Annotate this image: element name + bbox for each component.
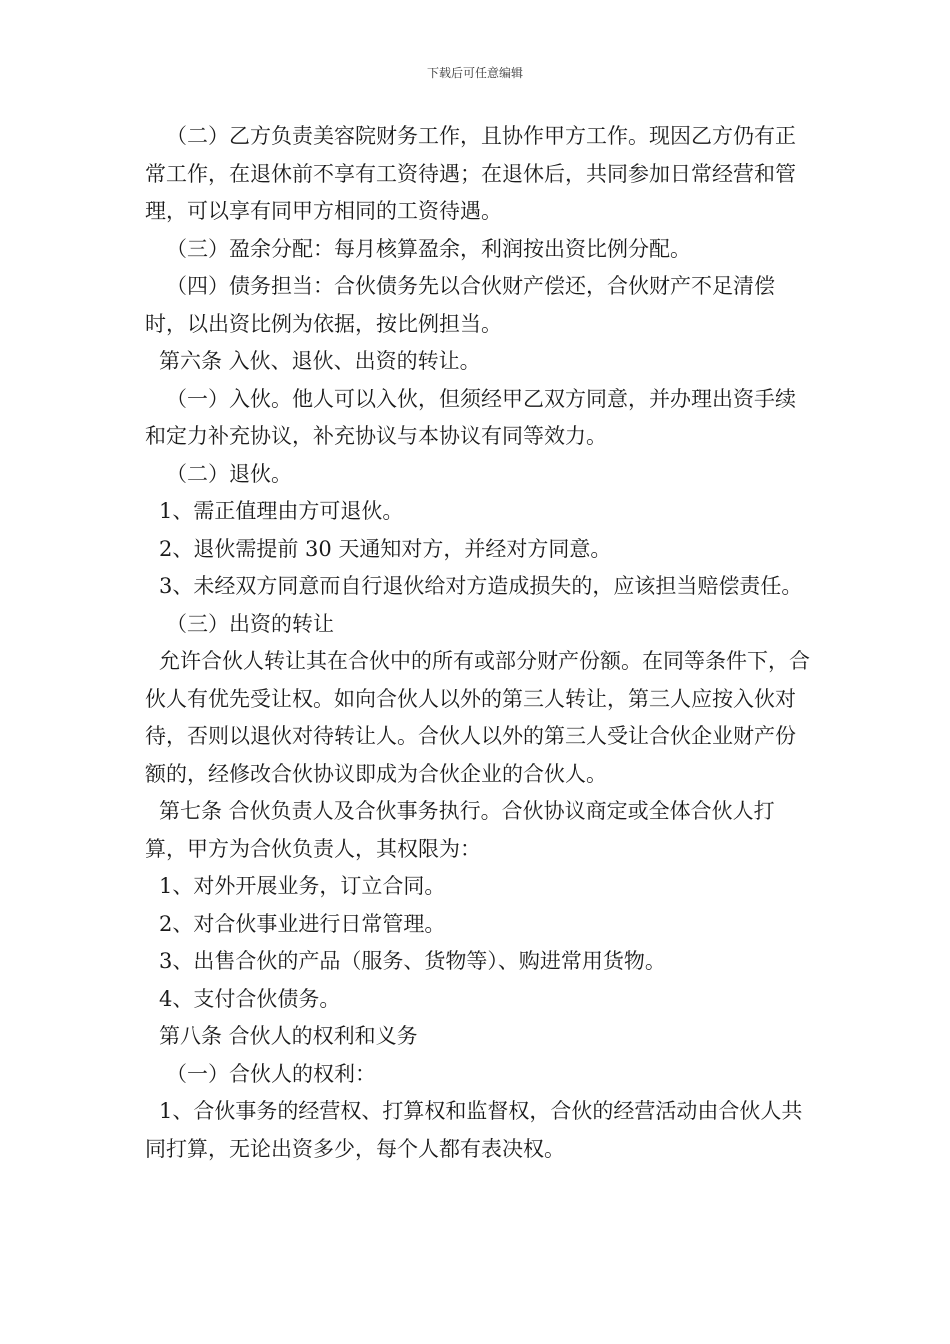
list-item: 2、退伙需提前 30 天通知对方，并经对方同意。 bbox=[159, 536, 612, 561]
paragraph: 允许合伙人转让其在合伙中的所有或部分财产份额。在同等条件下，合伙人有优先受让权。如向合伙人以外的第三人转让，第三人应按入伙对待，否则以退伙对待转让人。合伙人以外的第三人受让合伙企业财产份额的，经修改合伙协议即成为合伙企业的合伙人。 bbox=[145, 649, 810, 786]
paragraph: （三）出资的转让 bbox=[166, 611, 334, 636]
paragraph: （一）入伙。他人可以入伙，但须经甲乙双方同意，并办理出资手续和定力补充协议，补充协议与本协议有同等效力。 bbox=[145, 386, 796, 448]
section-heading: 第七条 合伙负责人及合伙事务执行。合伙协议商定或全体合伙人打算，甲方为合伙负责人，其权限为： bbox=[145, 799, 775, 861]
list-item: 4、支付合伙债务。 bbox=[159, 986, 341, 1011]
document-body bbox=[145, 118, 810, 1168]
list-item: 2、对合伙事业进行日常管理。 bbox=[159, 911, 446, 936]
list-item: 1、合伙事务的经营权、打算权和监督权，合伙的经营活动由合伙人共同打算，无论出资多少，每个人都有表决权。 bbox=[145, 1099, 803, 1161]
paragraph: （三）盈余分配：每月核算盈余，利润按出资比例分配。 bbox=[166, 236, 691, 261]
paragraph: （四）债务担当：合伙债务先以合伙财产偿还，合伙财产不足清偿时，以出资比例为依据，按比例担当。 bbox=[145, 274, 775, 336]
list-item: 1、需正值理由方可退伙。 bbox=[159, 499, 404, 523]
list-item: 1、对外开展业务，订立合同。 bbox=[159, 874, 446, 898]
list-item: 3、未经双方同意而自行退伙给对方造成损失的，应该担当赔偿责任。 bbox=[159, 574, 803, 598]
paragraph: （一）合伙人的权利： bbox=[166, 1061, 376, 1086]
paragraph: （二）退伙。 bbox=[166, 461, 292, 486]
paragraph: （二）乙方负责美容院财务工作，且协作甲方工作。现因乙方仍有正常工作，在退休前不享有工资待遇；在退休后，共同参加日常经营和管理，可以享有同甲方相同的工资待遇。 bbox=[145, 124, 796, 223]
page-header: 下载后可任意编辑 bbox=[426, 66, 523, 80]
section-heading: 第六条 入伙、退伙、出资的转让。 bbox=[159, 349, 481, 373]
section-heading: 第八条 合伙人的权利和义务 bbox=[159, 1024, 418, 1048]
list-item: 3、出售合伙的产品（服务、货物等）、购进常用货物。 bbox=[159, 949, 666, 973]
